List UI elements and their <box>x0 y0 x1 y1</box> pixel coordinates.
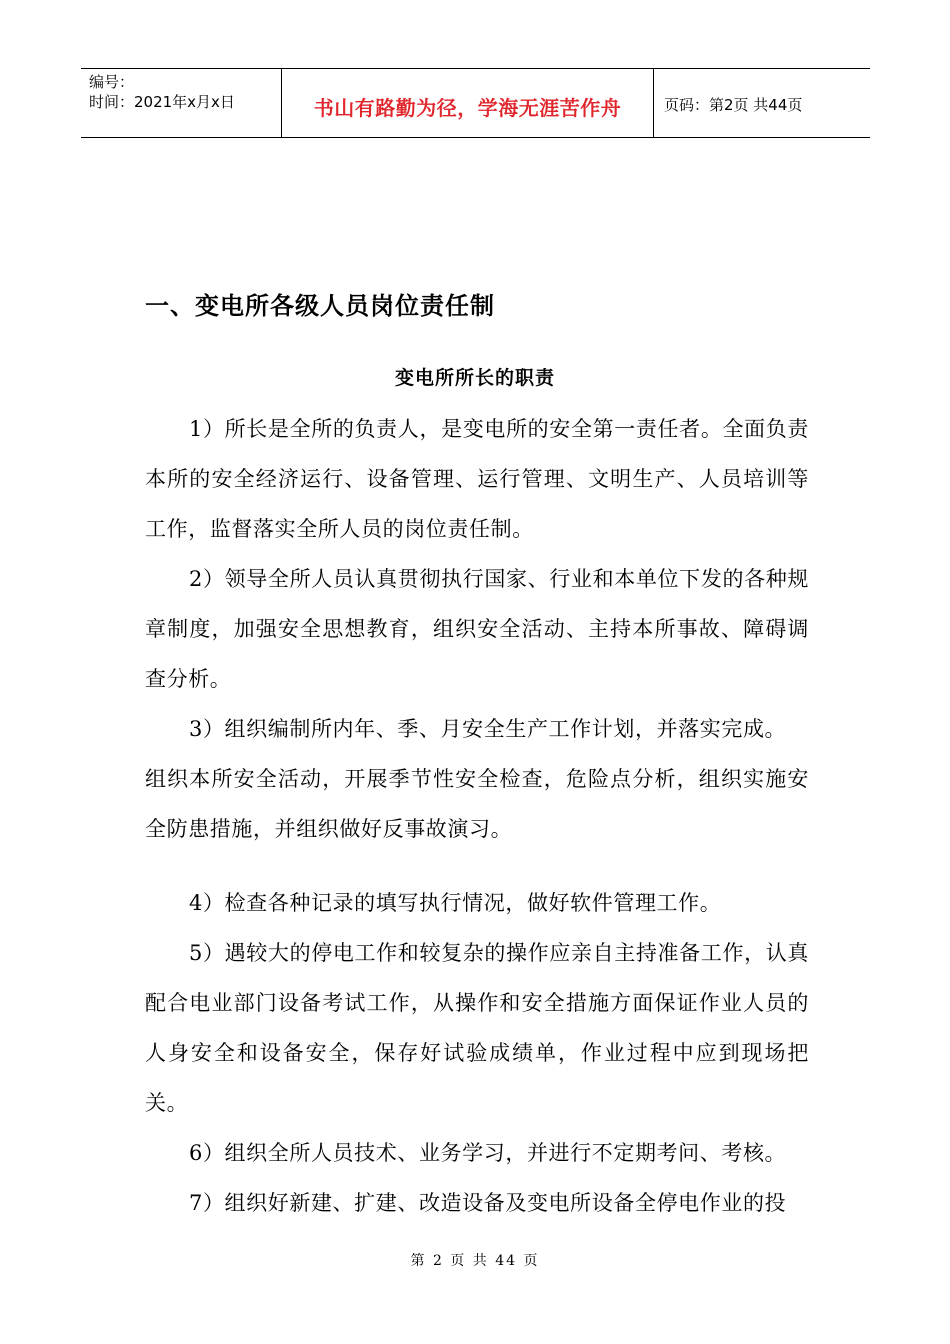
paragraph-4: 4）检查各种记录的填写执行情况，做好软件管理工作。 <box>189 891 722 915</box>
header-page-info: 页码：第2页 共44页 <box>664 95 803 114</box>
paragraph-6: 6）组织全所人员技术、业务学习，并进行不定期考问、考核。 <box>189 1141 787 1165</box>
header-motto: 书山有路勤为径，学海无涯苦作舟 <box>313 95 622 120</box>
body-text <box>145 404 809 1228</box>
subheading: 变电所所长的职责 <box>394 367 555 389</box>
paragraph-3: 3）组织编制所内年、季、月安全生产工作计划，并落实完成。 <box>189 717 787 741</box>
section-heading: 一、变电所各级人员岗位责任制 <box>145 292 495 320</box>
paragraph-3-continued: 组织本所安全活动，开展季节性安全检查，危险点分析，组织实施安全防患措施，并组织做好反事故演习。 <box>145 767 809 841</box>
header-motto-cell <box>281 69 654 137</box>
page-footer: 第 2 页 共 44 页 <box>410 1253 540 1269</box>
document-number-label: 编号： <box>89 73 135 91</box>
header-table <box>81 68 870 138</box>
paragraph-2: 2）领导全所人员认真贯彻执行国家、行业和本单位下发的各种规章制度，加强安全思想教育，组织安全活动、主持本所事故、障碍调查分析。 <box>145 567 809 691</box>
paragraph-7: 7）组织好新建、扩建、改造设备及变电所设备全停电作业的投 <box>189 1191 787 1215</box>
paragraph-1: 1）所长是全所的负责人，是变电所的安全第一责任者。全面负责本所的安全经济运行、设备管理、运行管理、文明生产、人员培训等工作，监督落实全所人员的岗位责任制。 <box>145 417 809 541</box>
document-date-label: 时间：2021年x月x日 <box>89 93 235 111</box>
paragraph-5: 5）遇较大的停电工作和较复杂的操作应亲自主持准备工作，认真配合电业部门设备考试工作，从操作和安全措施方面保证作业人员的人身安全和设备安全，保存好试验成绩单，作业过程中应到现场把关。 <box>145 941 809 1115</box>
header-meta <box>81 69 281 137</box>
